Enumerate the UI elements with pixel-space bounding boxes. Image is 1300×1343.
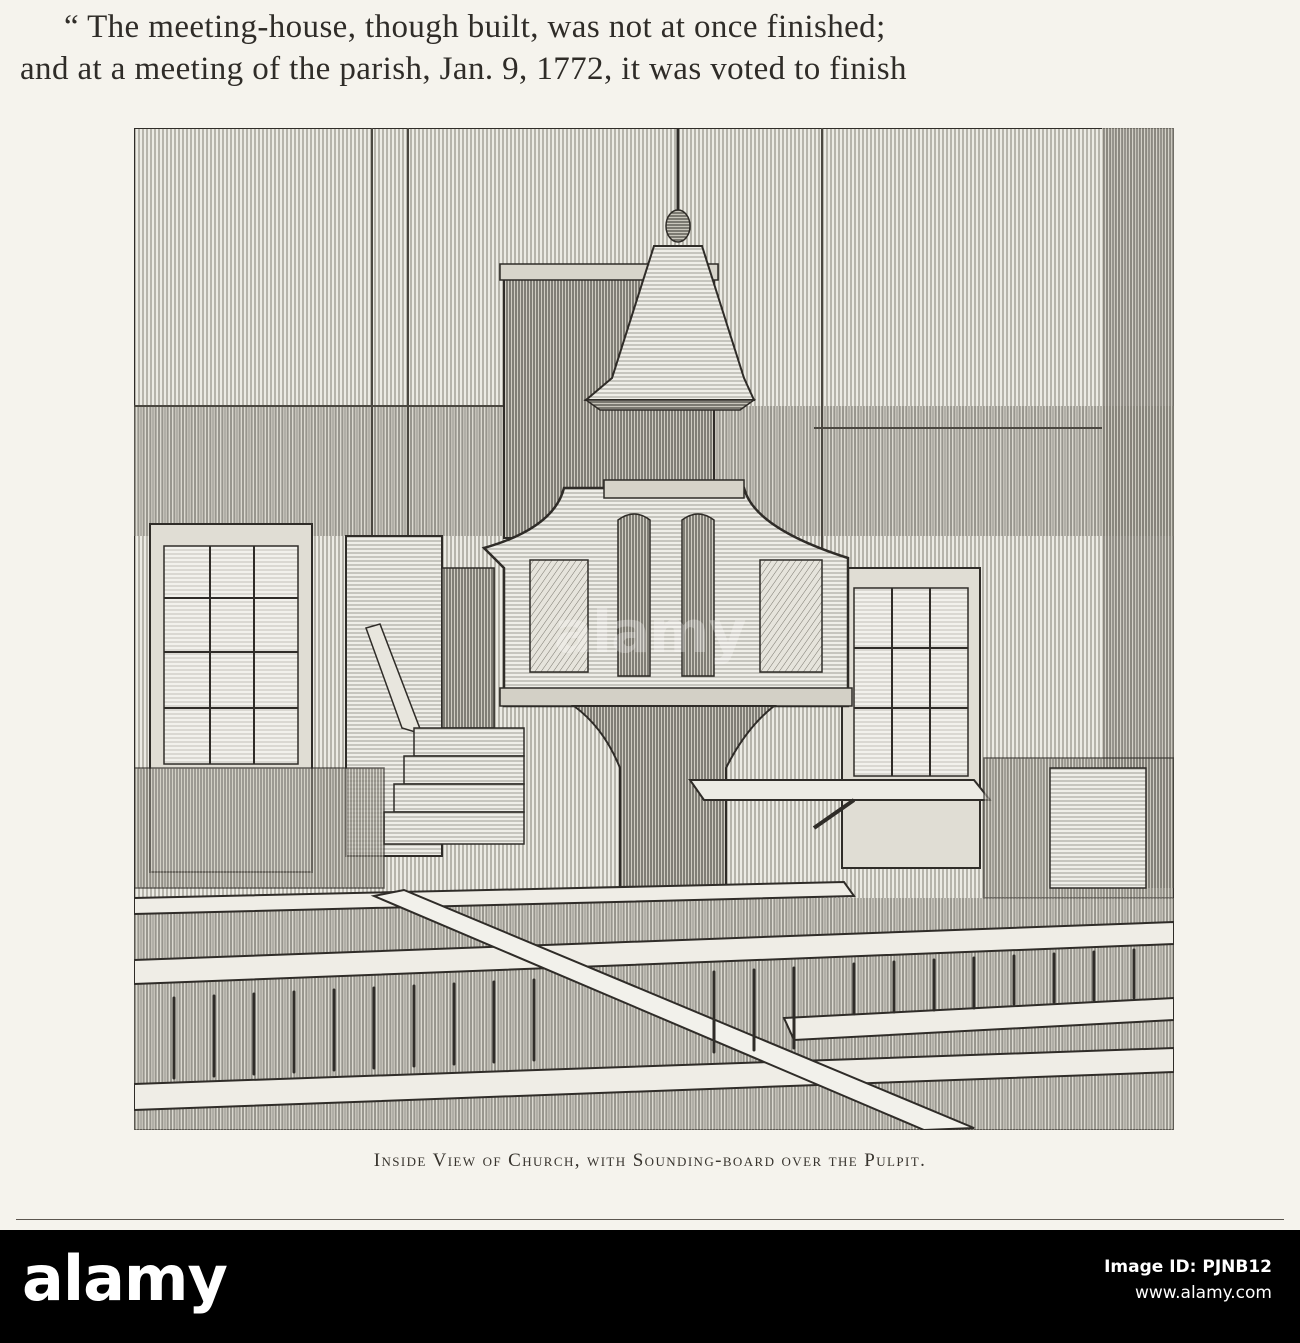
image-id-block [1104, 1254, 1272, 1306]
image-id-label: Image ID: PJNB12 [1104, 1257, 1272, 1277]
body-text [20, 6, 1282, 90]
figure-caption: Inside View of Church, with Sounding-board over the Pulpit. [373, 1150, 927, 1171]
church-interior-engraving [134, 128, 1174, 1130]
horizontal-rule [16, 1219, 1284, 1220]
body-text-line-2: and at a meeting of the parish, Jan. 9, 1772, it was voted to finish [20, 51, 907, 87]
site-url: www.alamy.com [1134, 1283, 1272, 1303]
watermark-overlay: alamy [554, 598, 746, 666]
alamy-logo: alamy [22, 1242, 227, 1315]
body-text-line-1: “ The meeting-house, though built, was not at once finished; [64, 9, 886, 45]
